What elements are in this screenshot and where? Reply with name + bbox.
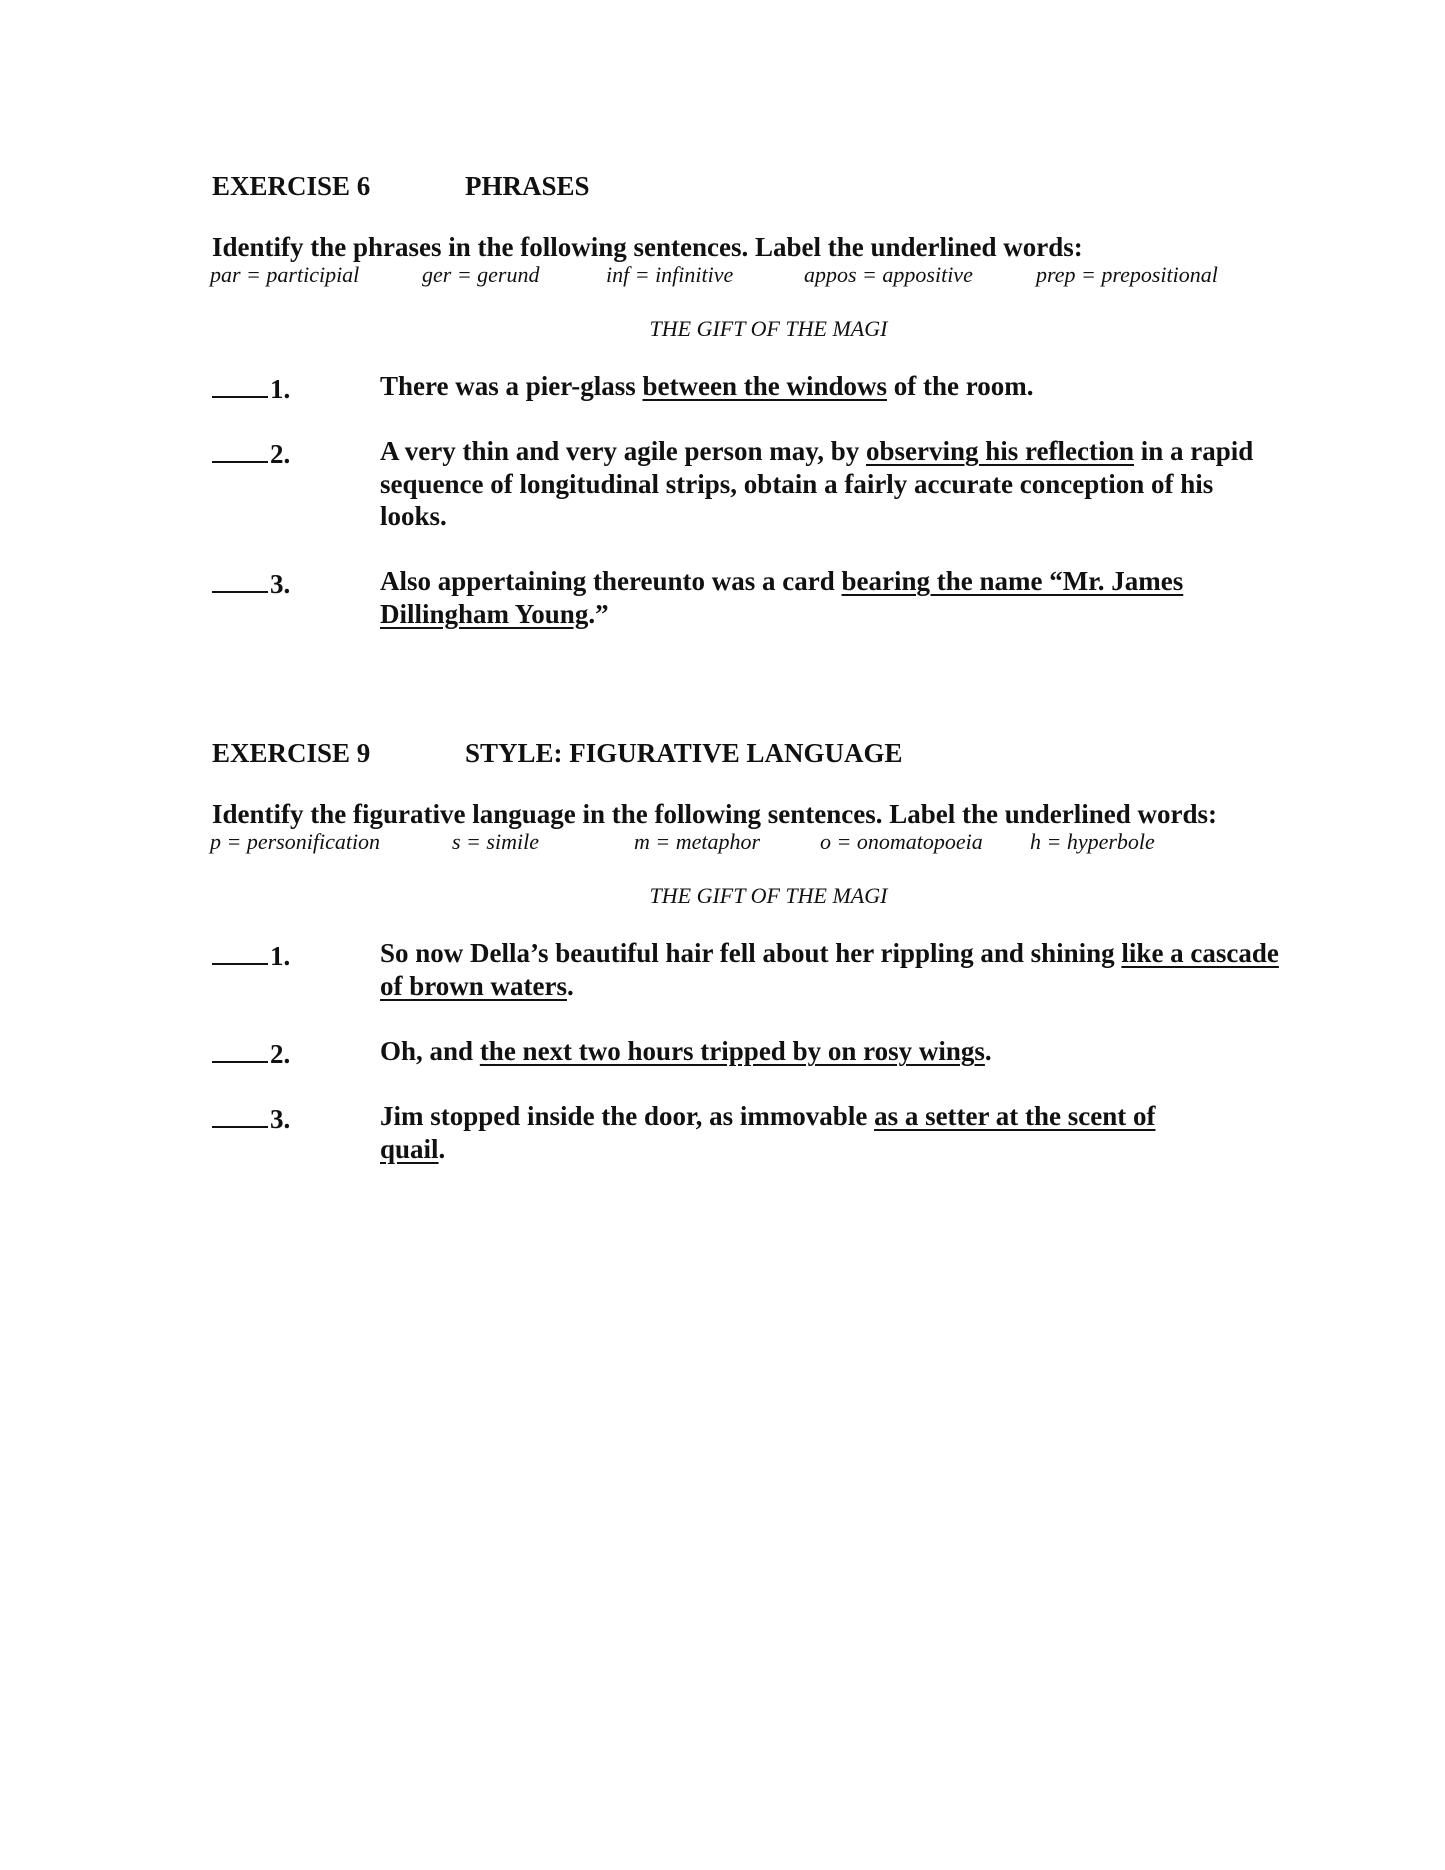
blank-line[interactable]: [212, 370, 268, 398]
item-number: 1.: [270, 941, 291, 971]
exercise-number: EXERCISE 9: [212, 738, 371, 768]
item-sentence: [380, 1035, 1280, 1068]
exercise-instruction: Identify the phrases in the following sentences. Label the underlined words:: [212, 232, 1083, 262]
item-number: 3.: [270, 1104, 291, 1134]
story-title-text: THE GIFT OF THE MAGI: [649, 316, 888, 341]
exercise-9-section: [210, 735, 1292, 1164]
answer-blank[interactable]: [212, 1100, 290, 1136]
answer-blank[interactable]: [212, 435, 290, 471]
underlined-phrase: bearing the name “Mr. James Dillingham Young: [380, 566, 1184, 629]
legend-item: m = metaphor: [634, 829, 761, 854]
story-title: [212, 314, 1375, 344]
exercise-title: STYLE: FIGURATIVE LANGUAGE: [465, 738, 903, 768]
exercise-heading: [212, 168, 1292, 204]
sentence-text: .: [984, 1036, 992, 1066]
sentence-text: .: [566, 970, 574, 1001]
item-number: 3.: [270, 569, 291, 599]
item-number: 2.: [270, 439, 291, 469]
answer-blank[interactable]: [212, 937, 290, 973]
exercise-number: EXERCISE 6: [212, 171, 371, 201]
legend-item: par = participial: [210, 262, 360, 287]
legend-item: s = simile: [452, 829, 539, 854]
blank-line[interactable]: [212, 1100, 268, 1128]
sentence-text: in a rapid sequence of longitudinal strips, obtain a fairly accurate conception of his looks.: [380, 436, 1254, 531]
sentence-text: Oh, and: [380, 1036, 480, 1066]
item-number: 2.: [270, 1039, 291, 1069]
story-title-text: THE GIFT OF THE MAGI: [649, 883, 888, 908]
sentence-text: Also appertaining thereunto was a card: [380, 566, 842, 596]
legend-item: inf = infinitive: [606, 262, 734, 287]
underlined-phrase: between the windows: [642, 371, 888, 401]
answer-blank[interactable]: [212, 370, 290, 406]
sentence-text: .”: [588, 598, 609, 629]
item-sentence: [380, 435, 1280, 533]
sentence-text: of the room.: [887, 371, 1034, 401]
sentence-text: .: [438, 1133, 446, 1164]
item-sentence: [380, 1100, 1200, 1165]
exercise-6-section: [210, 168, 1292, 629]
blank-line[interactable]: [212, 1035, 268, 1063]
sentence-text: Jim stopped inside the door, as immovable: [380, 1101, 875, 1131]
legend-item: h = hyperbole: [1030, 829, 1155, 854]
underlined-phrase: as a setter at the scent of quail: [380, 1101, 1156, 1164]
answer-blank[interactable]: [212, 565, 290, 601]
story-title: [212, 881, 1375, 911]
exercise-title: PHRASES: [465, 171, 590, 201]
sentence-text: There was a pier-glass: [380, 371, 643, 401]
item-number: 1.: [270, 374, 291, 404]
sentence-text: A very thin and very agile person may, by: [380, 436, 867, 466]
legend-item: o = onomatopoeia: [820, 829, 983, 854]
underlined-phrase: observing his reflection: [866, 436, 1134, 466]
underlined-phrase: like a cascade of brown waters: [380, 938, 1279, 1001]
blank-line[interactable]: [212, 937, 268, 965]
sentence-text: So now Della’s beautiful hair fell about her rippling and shining: [380, 938, 1122, 968]
item-sentence: [380, 937, 1280, 1002]
item-sentence: [380, 370, 1280, 403]
legend-item: ger = gerund: [422, 262, 540, 287]
item-sentence: [380, 565, 1280, 630]
exercise-instruction: Identify the figurative language in the following sentences. Label the underlined words:: [212, 799, 1218, 829]
answer-blank[interactable]: [212, 1035, 290, 1071]
legend-item: appos = appositive: [804, 262, 973, 287]
blank-line[interactable]: [212, 435, 268, 463]
legend-item: p = personification: [210, 829, 381, 854]
blank-line[interactable]: [212, 565, 268, 593]
legend-item: prep = prepositional: [1036, 262, 1218, 287]
exercise-heading: [212, 735, 1292, 771]
underlined-phrase: the next two hours tripped by on rosy wings: [479, 1036, 985, 1066]
